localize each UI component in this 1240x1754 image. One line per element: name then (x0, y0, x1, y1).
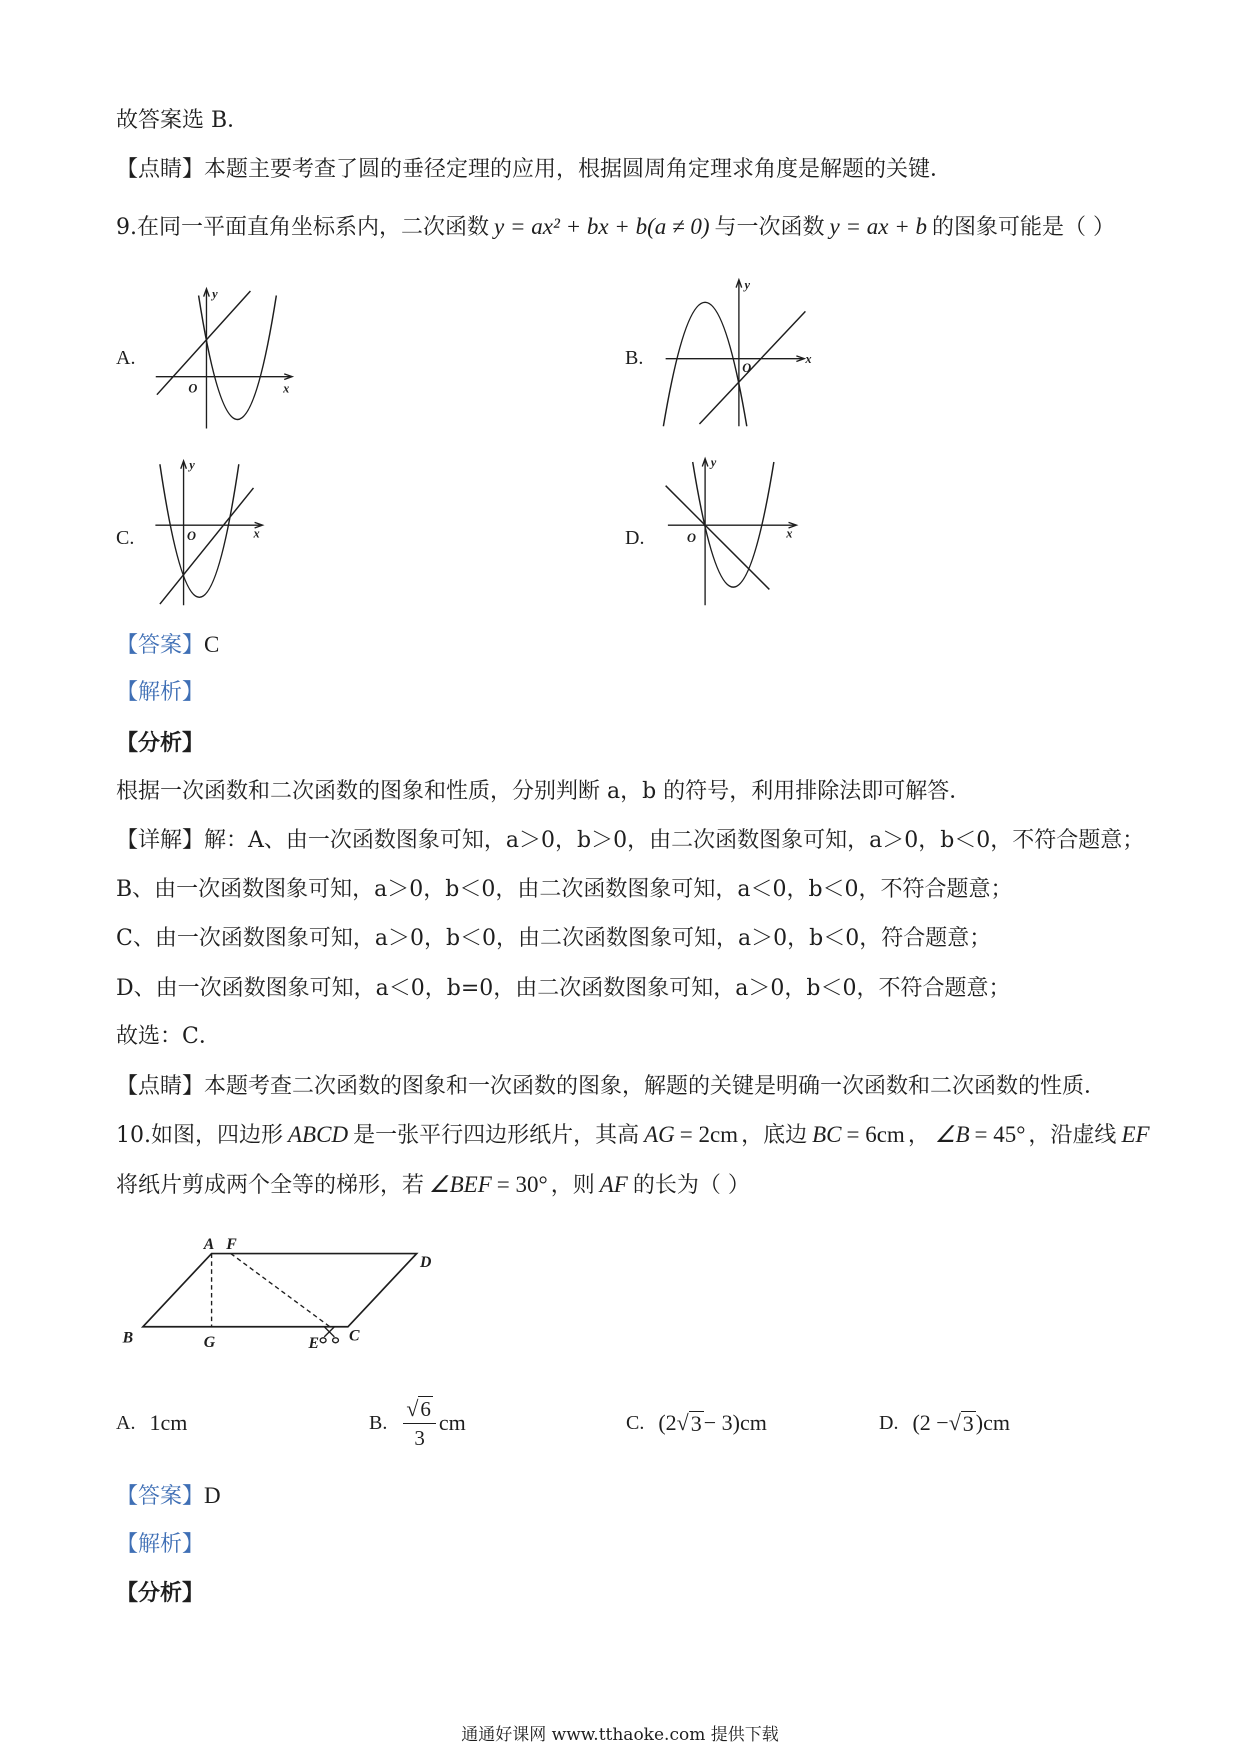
q9-linear-formula: y = ax + b (829, 214, 928, 239)
option-value: 1cm (149, 1410, 188, 1435)
parabola (199, 296, 277, 420)
linear-function-line (665, 486, 769, 590)
q10-stem-line-2 (116, 1170, 750, 1200)
radicand: 3 (690, 1410, 702, 1436)
q9-option-c-label: C. (116, 527, 135, 549)
jiexi-tag: 【解析】 (116, 1532, 205, 1557)
q10-math: AF (599, 1172, 628, 1197)
q9-fenxi (116, 728, 204, 758)
q10-stem-text: ，底边 (741, 1123, 808, 1148)
y-axis-label: y (212, 286, 218, 301)
y-axis-label: y (189, 457, 195, 472)
graph-option-b (660, 273, 818, 431)
q10-math-value: = 6cm (846, 1122, 905, 1147)
q10-option-b (369, 1392, 466, 1454)
q9-dianjing (116, 1072, 1106, 1102)
option-label: B. (369, 1411, 388, 1434)
prev-dianjing (116, 155, 952, 185)
q10-jiexi (116, 1530, 204, 1560)
q10-math-value: = 45° (974, 1122, 1026, 1147)
linear-function-line (699, 311, 805, 424)
q9-conclusion (116, 1022, 221, 1052)
dianjing-tag: 【点睛】 (116, 157, 205, 182)
option-expr-post: − 3)cm (703, 1410, 767, 1435)
vertex-label-b: B (122, 1329, 134, 1347)
origin-label: O (686, 531, 696, 546)
xiangjie-text: 解：A、由一次函数图象可知，a＞0，b＞0，由二次函数图象可知，a＞0，b＜0，不符合题意； (204, 828, 1145, 853)
q10-option-d (879, 1392, 1010, 1454)
q9-quadratic-formula: y = ax² + bx + b(a ≠ 0) (494, 214, 710, 239)
vertex-label-a: A (204, 1236, 215, 1254)
q10-option-c (626, 1392, 767, 1454)
q9-stem-text: 9.在同一平面直角坐标系内，二次函数 (116, 215, 489, 240)
q10-stem-line-1 (116, 1120, 1155, 1150)
q10-math: ∠BEF (429, 1172, 492, 1197)
q9-answer (116, 630, 219, 660)
y-axis-label: y (710, 455, 716, 470)
q10-math: ABCD (288, 1122, 349, 1147)
answer-value: C (204, 632, 220, 657)
parabola (663, 302, 746, 426)
q10-fenxi (116, 1578, 204, 1608)
sqrt-symbol: √ (676, 1410, 689, 1435)
q10-stem-text: ，则 (550, 1173, 595, 1198)
xiangjie-text: B、由一次函数图象可知，a＞0，b＜0，由二次函数图象可知，a＜0，b＜0，不符合题意； (116, 877, 1013, 902)
linear-function-line (157, 291, 251, 395)
q9-xiangjie-line-2 (116, 875, 1013, 905)
fenxi-text: 根据一次函数和二次函数的图象和性质，分别判断 a，b 的符号，利用排除法即可解答． (116, 779, 972, 804)
page-footer (0, 1724, 1240, 1746)
dianjing-text: 本题主要考查了圆的垂径定理的应用，根据圆周角定理求角度是解题的关键． (204, 157, 953, 182)
q9-xiangjie-line-1 (116, 826, 1144, 856)
fraction-denominator: 3 (414, 1425, 425, 1450)
q10-math-value: = 30° (496, 1172, 548, 1197)
q10-math: EF (1121, 1122, 1150, 1147)
vertex-label-c: C (349, 1327, 360, 1345)
parallelogram-figure (118, 1231, 442, 1353)
point-label-e: E (308, 1335, 320, 1353)
q9-jiexi (116, 678, 204, 708)
q9-stem (116, 212, 1115, 242)
q9-stem-text: 与一次函数 (714, 215, 825, 240)
q9-xiangjie-line-3 (116, 924, 991, 954)
option-expr-pre: (2 − (912, 1410, 949, 1435)
q10-answer (116, 1481, 221, 1511)
graph-option-c (152, 453, 270, 609)
footer-text: 通通好课网 www.tthaoke.com 提供下载 (461, 1725, 779, 1745)
xiangjie-text: C、由一次函数图象可知，a＞0，b＜0，由二次函数图象可知，a＞0，b＜0，符合题意； (116, 926, 992, 951)
y-axis-label: y (744, 277, 750, 292)
q10-math: ∠B (934, 1122, 970, 1147)
q10-stem-text: 的长为（ ） (632, 1173, 750, 1198)
linear-function-line (160, 488, 254, 604)
option-label: C. (626, 1411, 645, 1434)
option-expr-post: )cm (975, 1410, 1010, 1435)
option-unit: cm (438, 1410, 466, 1435)
q10-math-value: = 2cm (679, 1122, 739, 1147)
q10-stem-text: 10.如图，四边形 (116, 1123, 283, 1148)
q10-stem-text: 将纸片剪成两个全等的梯形，若 (116, 1173, 425, 1198)
jiexi-tag: 【解析】 (116, 680, 205, 705)
sqrt-symbol: √ (406, 1395, 419, 1421)
xiangjie-text: D、由一次函数图象可知，a＜0，b=0，由二次函数图象可知，a＞0，b＜0，不符合题意； (116, 976, 1011, 1001)
origin-label: O (188, 381, 198, 396)
q9-stem-text: 的图象可能是（ ） (932, 215, 1116, 240)
x-axis-label: x (283, 381, 290, 396)
fenxi-tag: 【分析】 (116, 1580, 205, 1606)
answer-tag: 【答案】 (116, 1484, 205, 1509)
parabola (160, 464, 239, 597)
option-label: A. (116, 1411, 136, 1434)
x-axis-label: x (785, 526, 792, 541)
x-axis-label: x (253, 526, 260, 541)
parallelogram-abcd (143, 1254, 417, 1327)
point-label-g: G (204, 1334, 216, 1352)
option-expr-pre: (2 (658, 1410, 677, 1435)
answer-value: D (204, 1483, 221, 1508)
radicand: 3 (962, 1410, 974, 1436)
fenxi-tag: 【分析】 (116, 730, 205, 756)
graph-option-d (660, 453, 803, 609)
q9-option-b-label: B. (625, 347, 644, 369)
fraction (403, 1396, 436, 1451)
xiangjie-tag: 【详解】 (116, 828, 205, 853)
conclusion-text: 故选：C． (116, 1024, 221, 1049)
q9-xiangjie-line-4 (116, 974, 1010, 1004)
answer-tag: 【答案】 (116, 633, 205, 658)
q10-stem-text: ， (907, 1123, 930, 1148)
q10-option-a (116, 1392, 187, 1454)
q9-fenxi-text (116, 777, 971, 807)
q10-math: AG (644, 1122, 675, 1147)
dianjing-text: 本题考查二次函数的图象和一次函数的图象，解题的关键是明确一次函数和二次函数的性质． (204, 1074, 1107, 1099)
q9-option-d-label: D. (625, 527, 645, 549)
radicand: 6 (420, 1396, 431, 1421)
dianjing-tag: 【点睛】 (116, 1074, 205, 1099)
vertex-label-d: D (420, 1254, 432, 1272)
cut-line-fe-dashed (231, 1254, 330, 1327)
q10-stem-text: 是一张平行四边形纸片，其高 (353, 1123, 640, 1148)
sqrt-symbol: √ (948, 1410, 961, 1435)
scissors-icon (321, 1327, 339, 1343)
x-axis-label: x (804, 351, 812, 366)
graph-option-a (149, 282, 296, 433)
origin-label: O (741, 360, 751, 375)
prev-conclusion-text: 故答案选 B． (116, 108, 250, 133)
option-label: D. (879, 1411, 899, 1434)
fraction-numerator (403, 1396, 436, 1424)
origin-label: O (187, 529, 197, 544)
prev-conclusion (116, 106, 249, 136)
q10-stem-text: ，沿虚线 (1028, 1123, 1117, 1148)
q10-math: BC (812, 1122, 842, 1147)
q9-option-a-label: A. (116, 347, 136, 369)
point-label-f: F (226, 1236, 238, 1254)
